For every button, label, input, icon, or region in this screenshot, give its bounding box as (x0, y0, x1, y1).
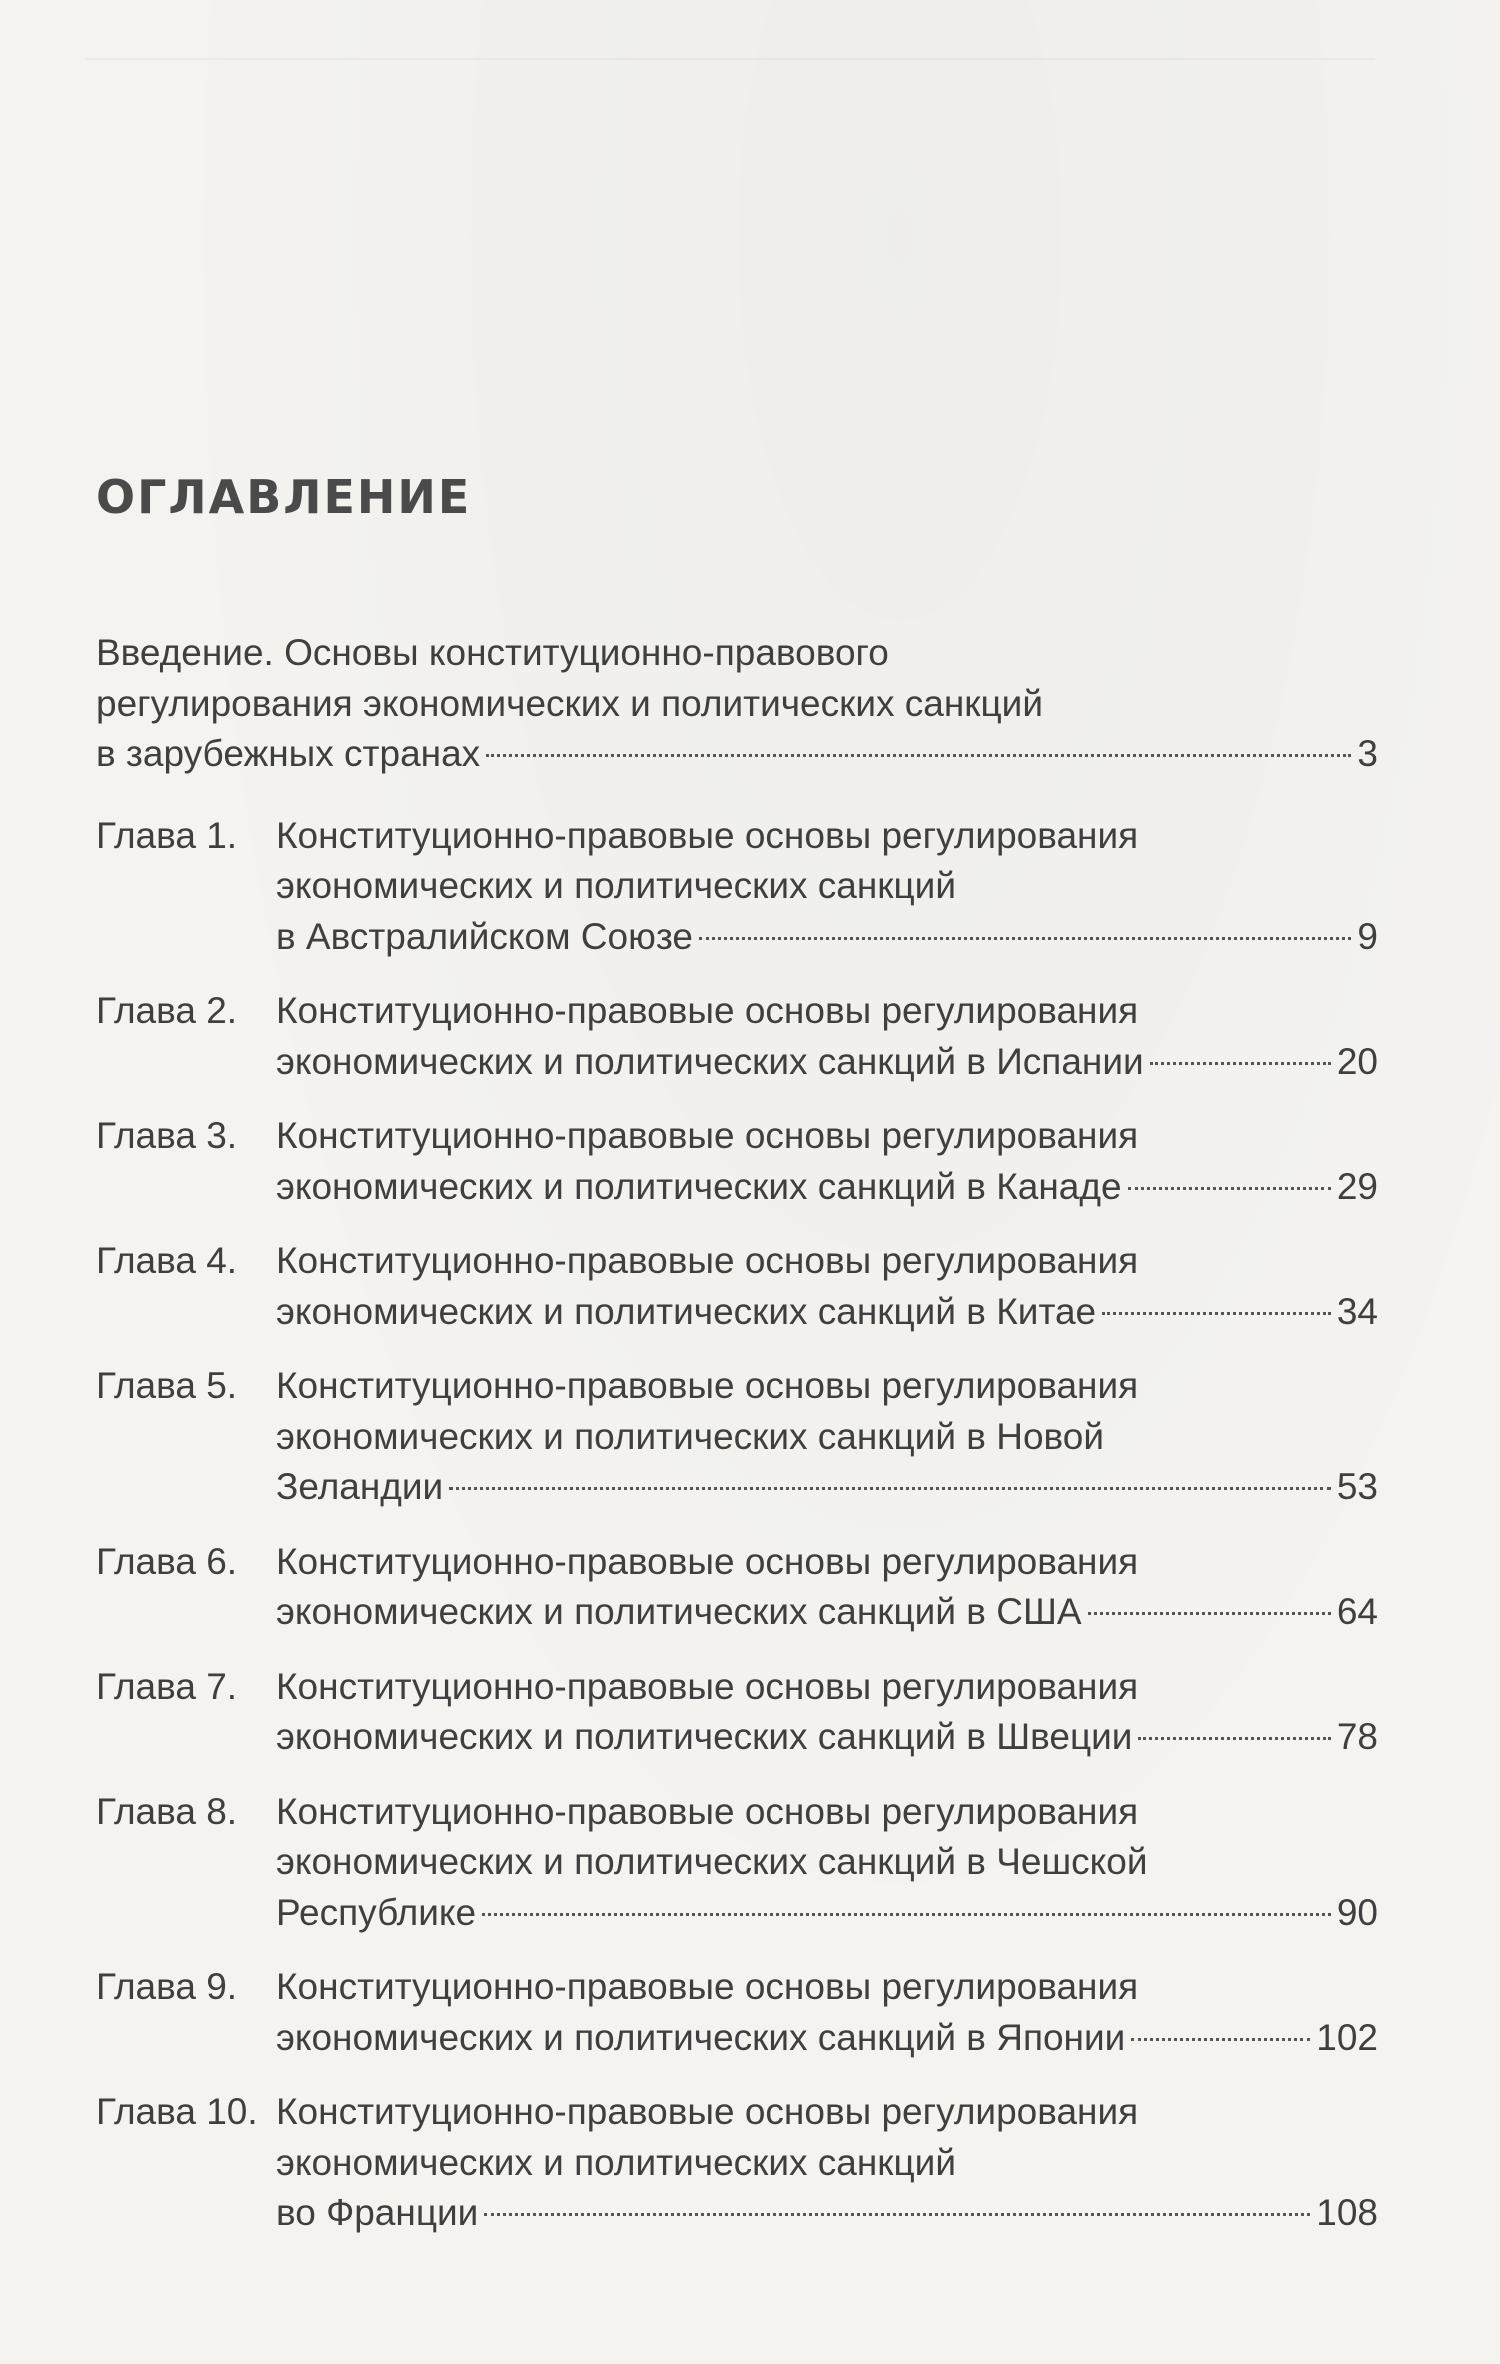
toc-entry-chapter-5 (96, 1361, 1378, 1513)
toc-last-line (276, 1587, 1378, 1638)
toc-line: регулирования экономических и политических санкций (96, 682, 1043, 724)
toc-entry-body (276, 811, 1378, 963)
toc-last-line (276, 2188, 1378, 2239)
page-number: 53 (1336, 1466, 1378, 1507)
page-number: 34 (1336, 1290, 1378, 1332)
chapter-label: Глава 6. (96, 1540, 238, 1582)
toc-line: экономических и политических санкций в Испании (276, 1040, 1144, 1082)
toc-entry-body (276, 986, 1378, 1087)
toc-line: Конституционно-правовые основы регулирования (276, 1540, 1139, 1582)
dot-leader (1150, 1062, 1331, 1065)
dot-leader (484, 2213, 1310, 2216)
toc-entry-chapter-10 (96, 2087, 1378, 2239)
toc-title: ОГЛАВЛЕНИЕ (96, 470, 472, 524)
toc-line: Конституционно-правовые основы регулирования (276, 1790, 1139, 1832)
toc-line: экономических и политических санкций в Швеции (276, 1716, 1133, 1757)
toc-entry-body (276, 1537, 1378, 1638)
toc-last-line (96, 729, 1378, 780)
toc-line: в зарубежных странах (96, 733, 481, 774)
toc-entry-chapter-3 (96, 1111, 1378, 1212)
toc-last-line (276, 1712, 1378, 1763)
dot-leader (449, 1487, 1331, 1490)
toc-entry-chapter-4 (96, 1236, 1378, 1337)
chapter-label: Глава 2. (96, 990, 238, 1031)
page-number: 9 (1357, 915, 1378, 957)
dot-leader (482, 1913, 1331, 1916)
chapter-label: Глава 4. (96, 1240, 238, 1281)
toc-line: экономических и политических санкций в Новой (276, 1415, 1105, 1457)
toc-line: Введение. Основы конституционно-правового (96, 632, 889, 673)
dot-leader (1138, 1737, 1330, 1740)
page-number: 90 (1336, 1891, 1378, 1933)
toc-line: Конституционно-правовые основы регулирования (276, 1365, 1139, 1406)
toc-entry-body (96, 628, 1378, 780)
toc-last-line (276, 1162, 1378, 1213)
toc-entry-chapter-9 (96, 1962, 1378, 2063)
dot-leader (486, 754, 1351, 757)
toc-line: Конституционно-правовые основы регулирования (276, 1665, 1139, 1707)
toc-entry-body (276, 1962, 1378, 2063)
toc-entry-intro (96, 628, 1378, 780)
page-edge-shadow (85, 58, 1375, 60)
toc-line: Конституционно-правовые основы регулирования (276, 1240, 1139, 1281)
dot-leader (699, 937, 1351, 940)
chapter-label: Глава 9. (96, 1966, 238, 2007)
toc-last-line (276, 912, 1378, 963)
toc-line: экономических и политических санкций в Чешской (276, 1841, 1148, 1882)
toc-entry-body (276, 1236, 1378, 1337)
toc-last-line (276, 1287, 1378, 1338)
dot-leader (1131, 2038, 1310, 2041)
chapter-label: Глава 7. (96, 1665, 238, 1707)
toc-last-line (276, 2013, 1378, 2064)
page-number: 64 (1336, 1591, 1378, 1632)
toc-last-line (276, 1462, 1378, 1513)
toc-line: экономических и политических санкций в Канаде (276, 1165, 1122, 1207)
page-number: 29 (1336, 1165, 1378, 1207)
toc-line: экономических и политических санкций (276, 865, 957, 906)
toc-entry-chapter-8 (96, 1787, 1378, 1939)
toc-line: экономических и политических санкций в Китае (276, 1290, 1097, 1332)
chapter-label: Глава 8. (96, 1790, 238, 1832)
dot-leader (1102, 1312, 1331, 1315)
toc-line: в Австралийском Союзе (276, 915, 693, 957)
toc-line: Конституционно-правовые основы регулирования (276, 990, 1139, 1031)
toc-line: Конституционно-правовые основы регулирования (276, 1115, 1139, 1156)
toc-line: экономических и политических санкций (276, 2141, 957, 2183)
dot-leader (1128, 1187, 1331, 1190)
toc-line: экономических и политических санкций в США (276, 1591, 1082, 1632)
toc-entry-body (276, 2087, 1378, 2239)
toc-last-line (276, 1037, 1378, 1088)
toc-entry-body (276, 1787, 1378, 1939)
toc-entry-chapter-6 (96, 1537, 1378, 1638)
page-number: 3 (1357, 733, 1378, 774)
toc-line: Республике (276, 1891, 477, 1933)
toc-line: экономических и политических санкций в Японии (276, 2016, 1126, 2058)
chapter-label: Глава 10. (96, 2091, 258, 2132)
toc-line: Конституционно-правовые основы регулирования (276, 1966, 1139, 2007)
toc-line: Конституционно-правовые основы регулирования (276, 2091, 1139, 2132)
toc-entry-body (276, 1662, 1378, 1763)
toc-entry-body (276, 1111, 1378, 1212)
table-of-contents (96, 628, 1378, 2263)
chapter-label: Глава 1. (96, 814, 238, 856)
chapter-label: Глава 3. (96, 1115, 238, 1156)
dot-leader (1088, 1612, 1331, 1615)
toc-entry-body (276, 1361, 1378, 1513)
chapter-label: Глава 5. (96, 1365, 238, 1406)
toc-line: во Франции (276, 2192, 479, 2233)
page-number: 108 (1316, 2192, 1378, 2233)
toc-entry-chapter-1 (96, 811, 1378, 963)
page-number: 20 (1336, 1040, 1378, 1082)
toc-line: Конституционно-правовые основы регулирования (276, 814, 1139, 856)
toc-last-line (276, 1888, 1378, 1939)
page-number: 78 (1336, 1716, 1378, 1757)
toc-entry-chapter-2 (96, 986, 1378, 1087)
toc-entry-chapter-7 (96, 1662, 1378, 1763)
page-number: 102 (1316, 2016, 1378, 2058)
toc-line: Зеландии (276, 1466, 444, 1507)
